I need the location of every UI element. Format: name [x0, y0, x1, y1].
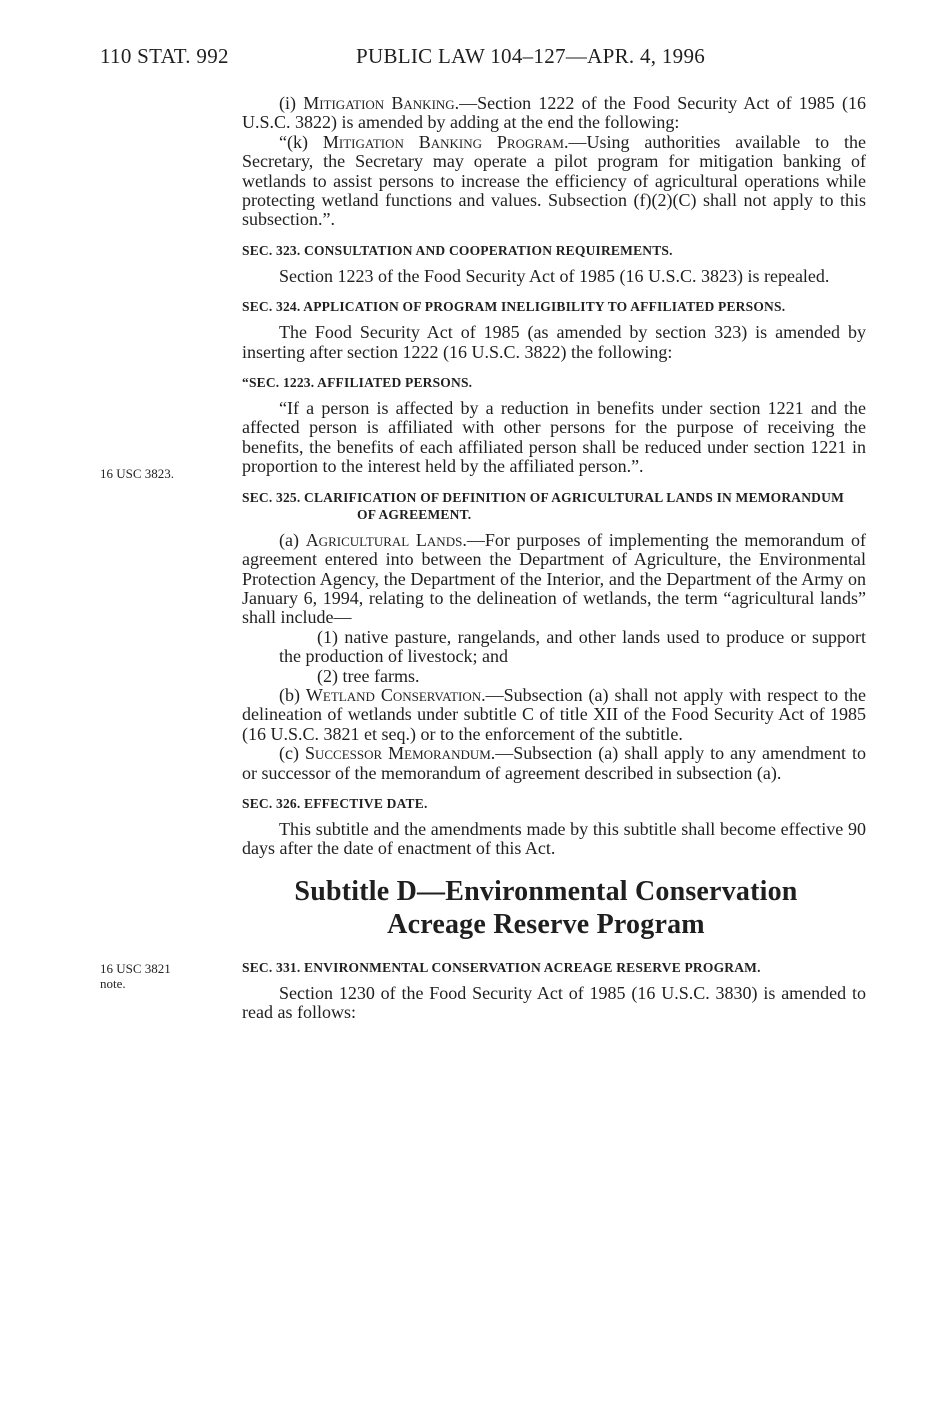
section-331-heading: SEC. 331. ENVIRONMENTAL CONSERVATION ACREAGE RESERVE PROGRAM.: [242, 959, 761, 975]
paragraph-c-successor-memorandum: [242, 744, 866, 783]
paragraph-k-mitigation-banking-program: [242, 133, 866, 230]
paragraph-text: .—Subsection (a) shall not apply with respect to the delineation of wetlands under subtitle C of title XII of the Food Security Act of 1985 (16 U.S.C. 3821 et seq.) or to the enforcement of the subtitle.: [242, 684, 866, 744]
section-331-text: Section 1230 of the Food Security Act of 1985 (16 U.S.C. 3830) is amended to read as follows:: [242, 982, 866, 1023]
paragraph-heading: Successor Memorandum: [304, 743, 491, 764]
section-323-text: Section 1223 of the Food Security Act of 1985 (16 U.S.C. 3823) is repealed.: [279, 265, 830, 286]
section-324-text: The Food Security Act of 1985 (as amended by section 323) is amended by inserting after section 1222 (16 U.S.C. 3822) the following:: [242, 322, 866, 362]
section-325-heading: SEC. 325. CLARIFICATION OF DEFINITION OF AGRICULTURAL LANDS IN MEMORANDUM OF AGREEMENT.: [242, 489, 845, 522]
subtitle-d-heading: [226, 875, 866, 941]
clause-a2: (2) tree farms.: [317, 665, 420, 686]
margin-note-line: note.: [100, 976, 126, 991]
margin-note-usc-3821: [100, 961, 210, 991]
section-326-heading: SEC. 326. EFFECTIVE DATE.: [242, 795, 428, 811]
subtitle-line: Subtitle D—Environmental Conservation: [294, 875, 798, 907]
section-323-heading: SEC. 323. CONSULTATION AND COOPERATION REQUIREMENTS.: [242, 242, 673, 258]
page-number-header: 110 STAT. 992: [100, 44, 229, 68]
clause-a1: (1) native pasture, rangelands, and other lands used to produce or support the production of livestock; and: [279, 626, 866, 667]
paragraph-a-agricultural-lands: [242, 531, 866, 628]
paragraph-label: “(k): [279, 131, 323, 152]
paragraph-b-wetland-conservation: [242, 686, 866, 744]
paragraph-heading: Mitigation Banking: [303, 93, 455, 113]
paragraph-text: .—Subsection (a) shall apply to any amendment to or successor of the memorandum of agreement described in subsection (a).: [242, 743, 866, 783]
margin-note-line: 16 USC 3821: [100, 961, 171, 976]
paragraph-text: .—For purposes of implementing the memorandum of agreement entered into between the Department of Agriculture, the Environmental Protection Agency, the Department of the Interior, and the Department of the Army on January 6, 1994, relating to the delineation of wetlands, the term “agricultural lands” shall include—: [242, 529, 866, 628]
document-body: [242, 94, 866, 1023]
paragraph-heading: Mitigation Banking Program: [322, 131, 564, 152]
margin-note-usc-3823: 16 USC 3823.: [100, 466, 175, 481]
subtitle-line: Acreage Reserve Program: [387, 908, 705, 940]
paragraph-label: (c): [279, 743, 305, 764]
paragraph-heading: Wetland Conservation: [305, 684, 482, 705]
paragraph-label: (b): [279, 684, 306, 705]
law-citation-header: PUBLIC LAW 104–127—APR. 4, 1996: [356, 44, 706, 68]
paragraph-text: .—Using authorities available to the Secretary, the Secretary may operate a pilot program for mitigation banking of wetlands to assist persons to increase the efficiency of agricultural operations while protecting wetland functions and values. Subsection (f)(2)(C) shall not apply to this subsection.”.: [242, 131, 866, 230]
section-324-heading: SEC. 324. APPLICATION OF PROGRAM INELIGIBILITY TO AFFILIATED PERSONS.: [242, 299, 786, 315]
section-1223-text: “If a person is affected by a reduction in benefits under section 1221 and the affected person is affiliated with other persons for the purpose of receiving the benefits, the benefits of each affiliated person shall be reduced under section 1221 in proportion to the interest held by the affiliated person.”.: [242, 398, 866, 477]
paragraph-i-mitigation-banking: [242, 94, 866, 133]
section-1223-heading: “SEC. 1223. AFFILIATED PERSONS.: [242, 375, 473, 391]
section-326-text: This subtitle and the amendments made by this subtitle shall become effective 90 days after the date of enactment of this Act.: [242, 818, 866, 859]
paragraph-heading: Agricultural Lands: [305, 529, 463, 550]
paragraph-label: (i): [279, 93, 304, 113]
paragraph-text: .—Section 1222 of the Food Security Act of 1985 (16 U.S.C. 3822) is amended by adding at the end the following:: [242, 93, 866, 133]
paragraph-label: (a): [279, 529, 306, 550]
